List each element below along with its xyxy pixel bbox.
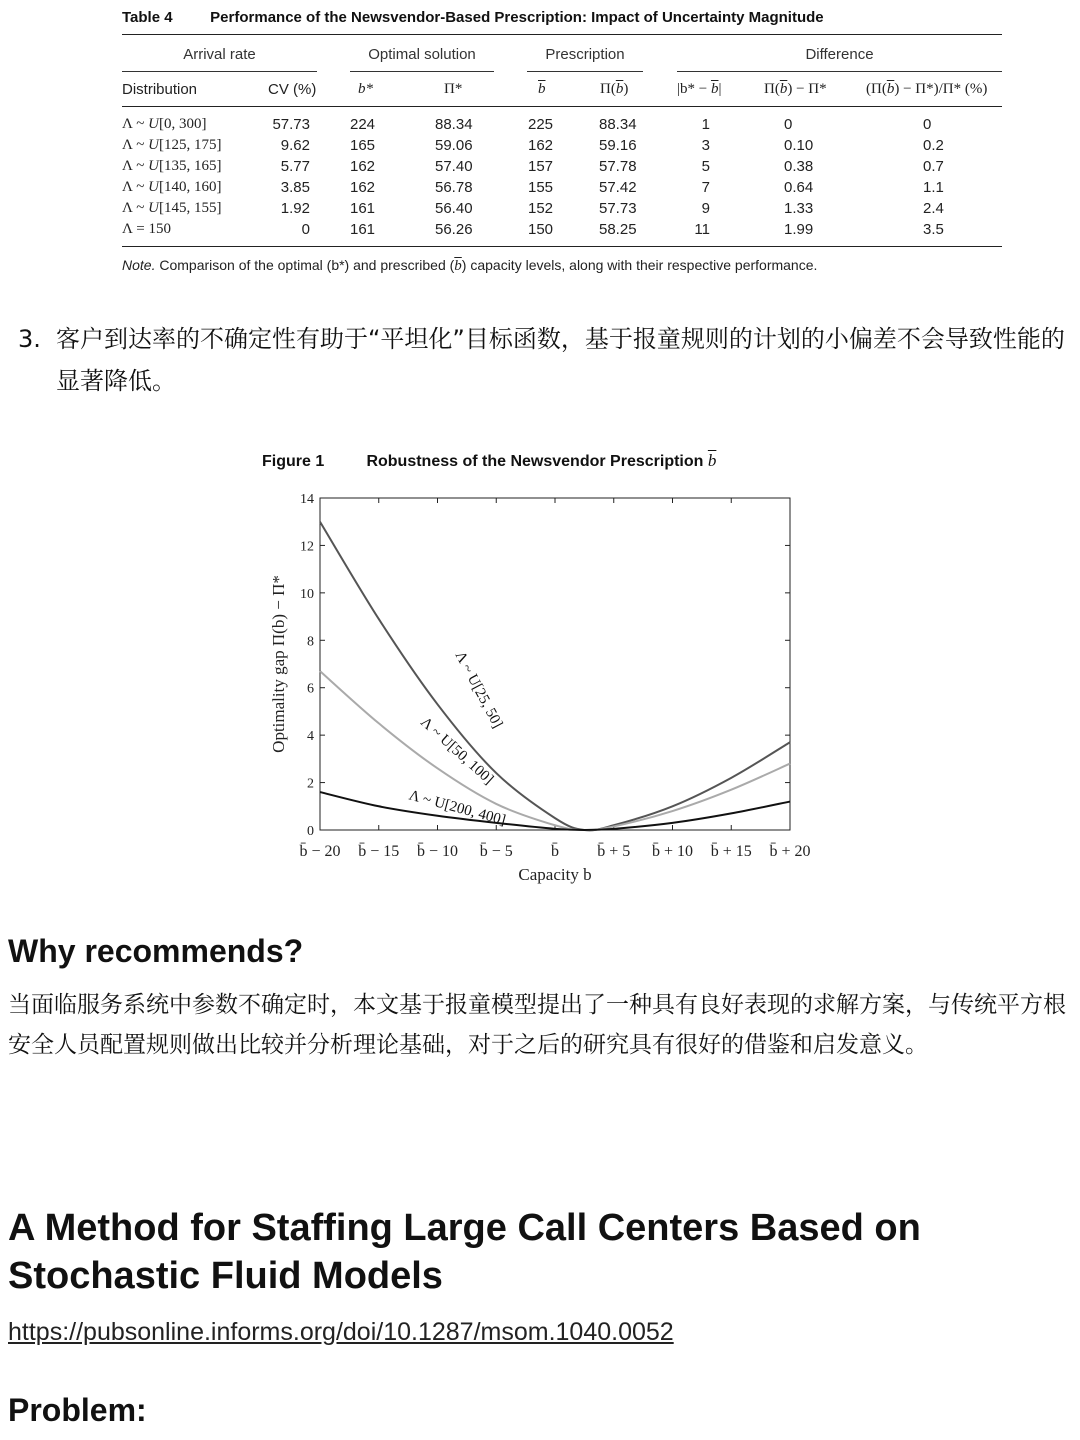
- y-tick-label: 4: [307, 729, 314, 745]
- figure-title: Robustness of the Newsvendor Prescription: [366, 453, 708, 470]
- table-cell-b-bar: 225: [528, 116, 554, 133]
- group-difference: Difference: [805, 46, 874, 63]
- group-optimal-solution: Optimal solution: [368, 46, 476, 63]
- group-arrival-rate: Arrival rate: [183, 46, 256, 63]
- header-relative-gap: [866, 81, 987, 98]
- table-cell-cv: 5.77: [280, 158, 310, 175]
- problem-heading: Problem:: [8, 1392, 147, 1428]
- article-title: A Method for Staffing Large Call Centers Based on Stochastic Fluid Models: [8, 1207, 921, 1297]
- table-cell-b-star: 224: [350, 116, 376, 133]
- table-cell-gap: 0.10: [784, 137, 814, 154]
- table-cell-pi-b-bar: 58.25: [599, 221, 637, 238]
- y-axis-label: Optimality gap Π(b) − Π*: [269, 575, 288, 753]
- header-abs-diff-sym: $\overline{b}$: [710, 81, 719, 97]
- table-cell-abs-diff: 5: [701, 158, 710, 175]
- table-cell-abs-diff: 3: [701, 137, 710, 154]
- header-rel-post: ) − Π*)/Π* (%): [894, 81, 988, 97]
- table-cell-pi-star: 59.06: [435, 137, 473, 154]
- table-cell-cv: 3.85: [280, 179, 310, 196]
- table-cell-pi-star: 88.34: [435, 116, 473, 133]
- note-label: Note.: [122, 257, 156, 273]
- table-cell-gap: 1.33: [784, 200, 814, 217]
- group-rule: [677, 71, 1002, 72]
- header-gap: [764, 81, 827, 98]
- header-distribution: Distribution: [122, 81, 198, 98]
- header-pi-b-bar: [600, 81, 628, 98]
- list-item: [18, 318, 1068, 402]
- why-heading: Why recommends?: [8, 933, 304, 969]
- group-rule: [527, 71, 643, 72]
- table-cell-pi-b-bar: 57.78: [599, 158, 637, 175]
- table-note: [122, 257, 817, 275]
- table-cell-dist: Λ ~ U[125, 175]: [122, 137, 222, 153]
- y-tick-label: 8: [307, 634, 314, 650]
- table-cell-pi-star: 56.78: [435, 179, 473, 196]
- x-tick-label: b̄ − 20: [299, 843, 341, 860]
- header-gap-sym: $\overline{b}$: [779, 81, 788, 97]
- table-cell-pi-star: 57.40: [435, 158, 473, 175]
- table-cell-gap: 0: [784, 116, 793, 133]
- table-cell-b-bar: 155: [528, 179, 554, 196]
- table-cell-dist: Λ = 150: [122, 221, 171, 237]
- table-cell-b-bar: 150: [528, 221, 554, 238]
- table-cell-b-star: 162: [350, 158, 376, 175]
- header-abs-diff-pre: |b* −: [677, 81, 711, 97]
- list-text: 客户到达率的不确定性有助于“平坦化”目标函数，基于报童规则的计划的小偏差不会导致性能的显著降低。: [56, 325, 1065, 395]
- note-b-bar: $\overline{b}$: [454, 258, 462, 274]
- table-cell-gap: 0.64: [784, 179, 814, 196]
- header-pi-b-bar-post: ): [623, 81, 629, 97]
- table-cell-rel: 0.7: [923, 158, 944, 175]
- table-cell-b-star: 162: [350, 179, 376, 196]
- x-tick-label: b̄ + 20: [769, 843, 811, 860]
- y-tick-label: 2: [307, 776, 314, 792]
- header-gap-post: ) − Π*: [787, 81, 827, 97]
- why-paragraph: 当面临服务系统中参数不确定时，本文基于报童模型提出了一种具有良好表现的求解方案，与传统平方根安全人员配置规则做出比较并分析理论基础，对于之后的研究具有很好的借鉴和启发意义。: [8, 992, 1066, 1058]
- header-cv: CV (%): [268, 81, 317, 98]
- header-rel-sym: $\overline{b}$: [886, 81, 895, 97]
- x-tick-label: b̄ + 10: [651, 843, 694, 860]
- table-cell-b-bar: 157: [528, 158, 554, 175]
- table-cell-abs-diff: 9: [701, 200, 710, 217]
- plot-frame: [320, 498, 790, 830]
- series-label: Λ ~ U[200, 400]: [407, 787, 508, 829]
- series-label: Λ ~ U[50, 100]: [417, 714, 497, 788]
- table-cell-pi-b-bar: 88.34: [599, 116, 637, 133]
- table-cell-cv: 0: [301, 221, 310, 238]
- x-tick-label: b̄ − 15: [358, 843, 400, 860]
- table-cell-pi-b-bar: 57.42: [599, 179, 637, 196]
- x-tick-label: b̄ + 5: [597, 843, 631, 860]
- y-tick-label: 10: [300, 586, 314, 602]
- header-b-bar: $\overline{b}$: [538, 81, 546, 97]
- table-cell-gap: 1.99: [784, 221, 814, 238]
- table-top-rule: [122, 34, 1002, 35]
- table-cell-rel: 3.5: [923, 221, 944, 238]
- table-caption: [122, 9, 1002, 26]
- figure-title-symbol: $\overline{b}$: [707, 451, 717, 470]
- table-cell-b-star: 161: [350, 221, 376, 238]
- table-cell-pi-star: 56.26: [435, 221, 473, 238]
- figure-caption: [262, 451, 716, 471]
- y-tick-label: 6: [307, 681, 314, 697]
- table-bottom-rule: [122, 246, 1002, 247]
- robustness-chart: [262, 480, 822, 890]
- table-cell-b-bar: 152: [528, 200, 554, 217]
- table-cell-abs-diff: 7: [701, 179, 710, 196]
- x-tick-label: b̄ + 15: [710, 843, 752, 860]
- table-label: Table 4: [122, 9, 173, 26]
- table-cell-dist: Λ ~ U[135, 165]: [122, 158, 222, 174]
- table-cell-abs-diff: 11: [694, 221, 710, 238]
- table-cell-dist: Λ ~ U[140, 160]: [122, 179, 222, 195]
- series-line: [320, 671, 790, 830]
- header-pi-b-bar-pre: Π(: [600, 81, 616, 97]
- table-header-rule: [122, 106, 1002, 107]
- table-cell-gap: 0.38: [784, 158, 814, 175]
- table-cell-b-star: 161: [350, 200, 376, 217]
- table-cell-rel: 2.4: [923, 200, 944, 217]
- article-link[interactable]: https://pubsonline.informs.org/doi/10.1287/msom.1040.0052: [8, 1318, 674, 1346]
- group-prescription: Prescription: [545, 46, 625, 63]
- header-b-star: b*: [358, 81, 373, 97]
- table-cell-rel: 0: [923, 116, 932, 133]
- series-line: [320, 522, 790, 831]
- group-rule: [350, 71, 494, 72]
- table-cell-pi-star: 56.40: [435, 200, 473, 217]
- table-cell-cv: 9.62: [280, 137, 310, 154]
- y-tick-label: 0: [307, 824, 314, 839]
- header-abs-diff: [677, 81, 721, 98]
- table-cell-dist: Λ ~ U[0, 300]: [122, 116, 207, 132]
- table-cell-rel: 0.2: [923, 137, 944, 154]
- y-tick-label: 14: [300, 492, 314, 507]
- figure-label: Figure 1: [262, 453, 325, 470]
- x-axis-label: Capacity b: [518, 865, 592, 884]
- table-cell-cv: 57.73: [272, 116, 310, 133]
- y-tick-label: 12: [300, 539, 314, 555]
- list-number: 3.: [18, 325, 41, 353]
- table-cell-pi-b-bar: 59.16: [599, 137, 637, 154]
- series-label: Λ ~ U[25, 50]: [451, 648, 506, 731]
- header-abs-diff-post: |: [718, 81, 722, 97]
- table-cell-abs-diff: 1: [701, 116, 710, 133]
- header-pi-star: Π*: [444, 81, 463, 97]
- table-title: Performance of the Newsvendor-Based Prescription: Impact of Uncertainty Magnitude: [210, 9, 824, 26]
- note-text-1: Comparison of the optimal (b*) and prescribed (: [159, 257, 455, 273]
- header-rel-pre: (Π(: [866, 81, 887, 97]
- table-cell-b-star: 165: [350, 137, 376, 154]
- group-rule: [122, 71, 317, 72]
- table-cell-cv: 1.92: [280, 200, 310, 217]
- table-cell-pi-b-bar: 57.73: [599, 200, 637, 217]
- table-cell-b-bar: 162: [528, 137, 554, 154]
- x-tick-label: b̄ − 5: [479, 843, 513, 860]
- header-gap-pre: Π(: [764, 81, 780, 97]
- table-cell-rel: 1.1: [923, 179, 944, 196]
- note-text-2: ) capacity levels, along with their respective performance.: [461, 257, 818, 273]
- x-tick-label: b̄ − 10: [416, 843, 459, 860]
- header-pi-b-bar-sym: $\overline{b}$: [615, 81, 624, 97]
- table-cell-dist: Λ ~ U[145, 155]: [122, 200, 222, 216]
- x-tick-label: b̄: [551, 843, 559, 860]
